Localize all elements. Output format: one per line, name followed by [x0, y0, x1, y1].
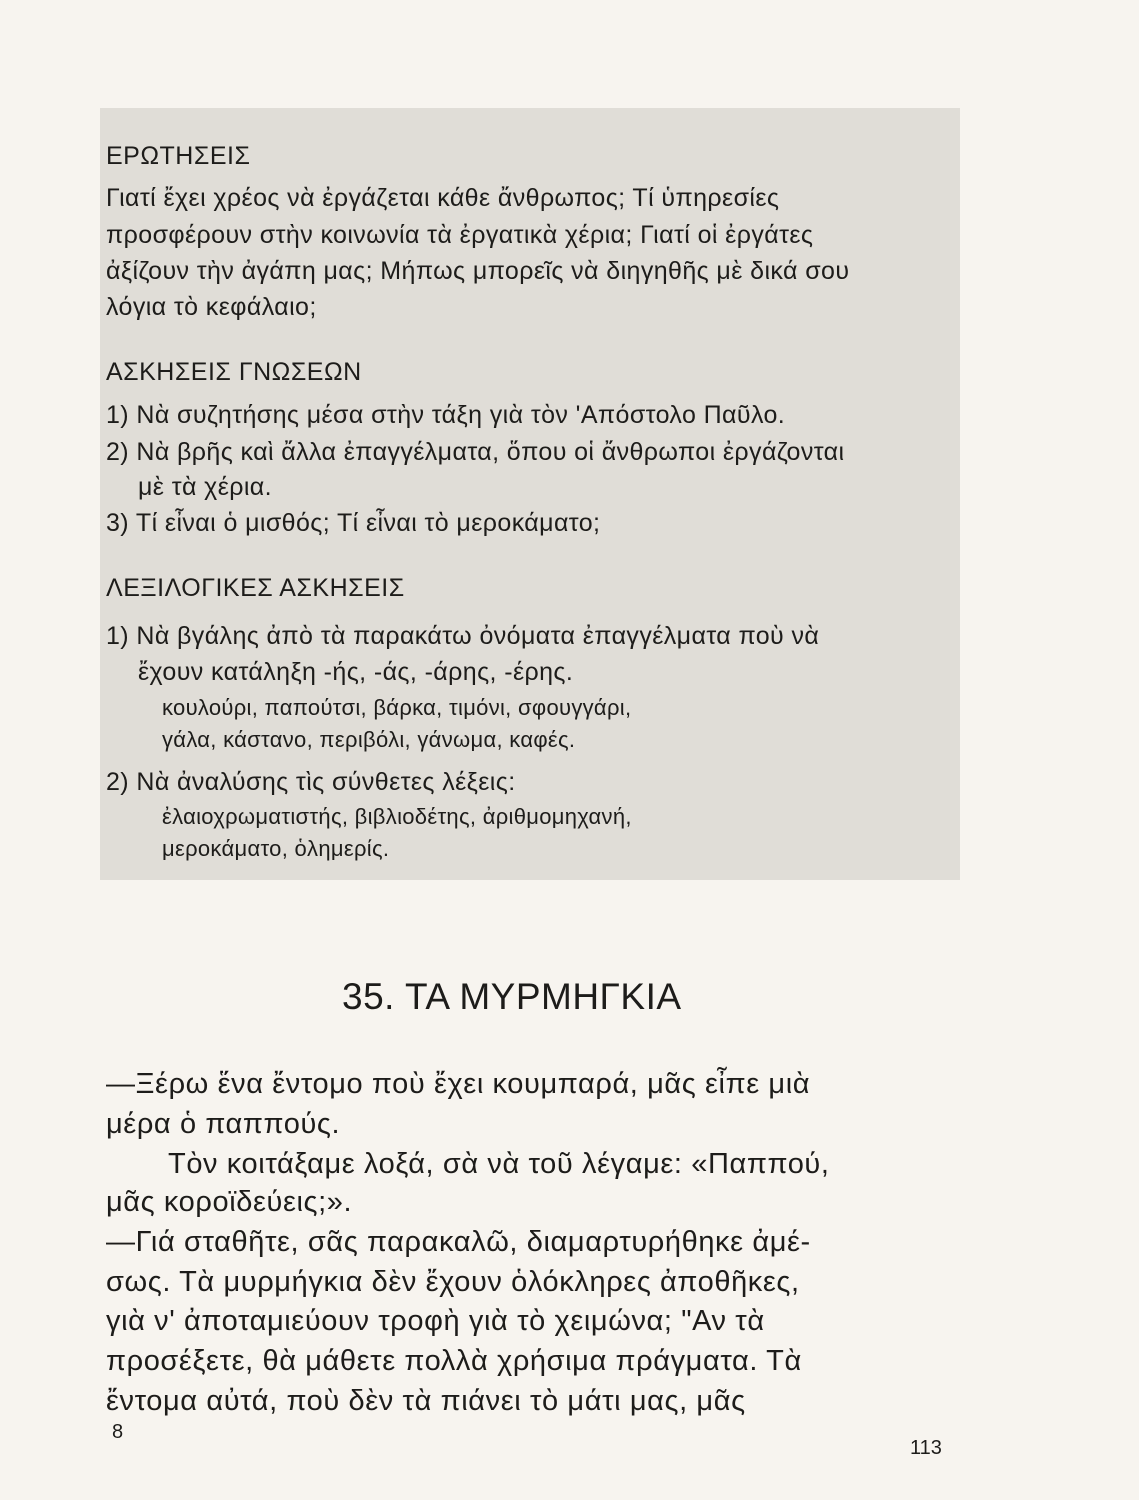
story-line: —Γιά σταθῆτε, σᾶς παρακαλῶ, διαμαρτυρήθηκε ἀμέ-: [106, 1226, 811, 1258]
vocabulary-exercise-item: ἔχουν κατάληξη -ής, -άς, -άρης, -έρης.: [138, 658, 574, 686]
story-line: Τὸν κοιτάξαμε λοξά, σὰ νὰ τοῦ λέγαμε: «Παππού,: [168, 1148, 830, 1180]
vocabulary-word-list: ἐλαιοχρωματιστής, βιβλιοδέτης, ἀριθμομηχανή,: [162, 804, 632, 829]
questions-heading: ΕΡΩΤΗΣΕΙΣ: [106, 142, 251, 170]
knowledge-exercise-item: 1) Νὰ συζητήσης μέσα στὴν τάξη γιὰ τὸν 'Απόστολο Παῦλο.: [106, 401, 786, 429]
left-page-number: 8: [112, 1421, 124, 1443]
vocabulary-word-list: γάλα, κάστανο, περιβόλι, γάνωμα, καφές.: [162, 727, 576, 752]
page-number: 113: [910, 1437, 942, 1459]
vocabulary-word-list: μεροκάματο, ὁλημερίς.: [162, 836, 390, 861]
knowledge-exercise-item: 3) Τί εἶναι ὁ μισθός; Τί εἶναι τὸ μεροκάματο;: [106, 509, 601, 537]
knowledge-exercises-heading: ΑΣΚΗΣΕΙΣ ΓΝΩΣΕΩΝ: [106, 358, 362, 386]
vocabulary-word-list: κουλούρι, παπούτσι, βάρκα, τιμόνι, σφουγγάρι,: [162, 695, 632, 720]
story-line: μᾶς κοροϊδεύεις;».: [106, 1186, 353, 1218]
story-line: γιὰ ν' ἀποταμιεύουν τροφὴ γιὰ τὸ χειμώνα; "Αν τὰ: [106, 1305, 765, 1337]
questions-line: λόγια τὸ κεφάλαιο;: [106, 293, 317, 321]
story-line: μέρα ὁ παππούς.: [106, 1108, 341, 1140]
vocabulary-exercise-item: 2) Νὰ ἀναλύσης τὶς σύνθετες λέξεις:: [106, 768, 516, 796]
questions-line: προσφέρουν στὴν κοινωνία τὰ ἐργατικὰ χέρια; Γιατί οἱ ἐργάτες: [106, 221, 814, 249]
questions-line: Γιατί ἔχει χρέος νὰ ἐργάζεται κάθε ἄνθρωπος; Τί ὑπηρεσίες: [106, 184, 780, 212]
vocabulary-exercises-heading: ΛΕΞΙΛΟΓΙΚΕΣ ΑΣΚΗΣΕΙΣ: [106, 574, 405, 602]
knowledge-exercise-item: 2) Νὰ βρῆς καὶ ἄλλα ἐπαγγέλματα, ὅπου οἱ ἄνθρωποι ἐργάζονται: [106, 438, 845, 466]
story-line: σως. Τὰ μυρμήγκια δὲν ἔχουν ὁλόκληρες ἀποθῆκες,: [106, 1266, 800, 1298]
vocabulary-exercise-item: 1) Νὰ βγάλης ἀπὸ τὰ παρακάτω ὀνόματα ἐπαγγέλματα ποὺ νὰ: [106, 622, 820, 650]
story-line: ἔντομα αὐτά, ποὺ δὲν τὰ πιάνει τὸ μάτι μας, μᾶς: [106, 1385, 746, 1417]
story-title: 35. ΤΑ ΜΥΡΜΗΓΚΙΑ: [342, 976, 682, 1017]
story-line: —Ξέρω ἕνα ἔντομο ποὺ ἔχει κουμπαρά, μᾶς εἶπε μιὰ: [106, 1068, 811, 1100]
knowledge-exercise-item: μὲ τὰ χέρια.: [138, 473, 273, 501]
story-line: προσέξετε, θὰ μάθετε πολλὰ χρήσιμα πράγματα. Τὰ: [106, 1345, 802, 1377]
questions-line: ἀξίζουν τὴν ἀγάπη μας; Μήπως μπορεῖς νὰ διηγηθῆς μὲ δικά σου: [106, 257, 850, 285]
